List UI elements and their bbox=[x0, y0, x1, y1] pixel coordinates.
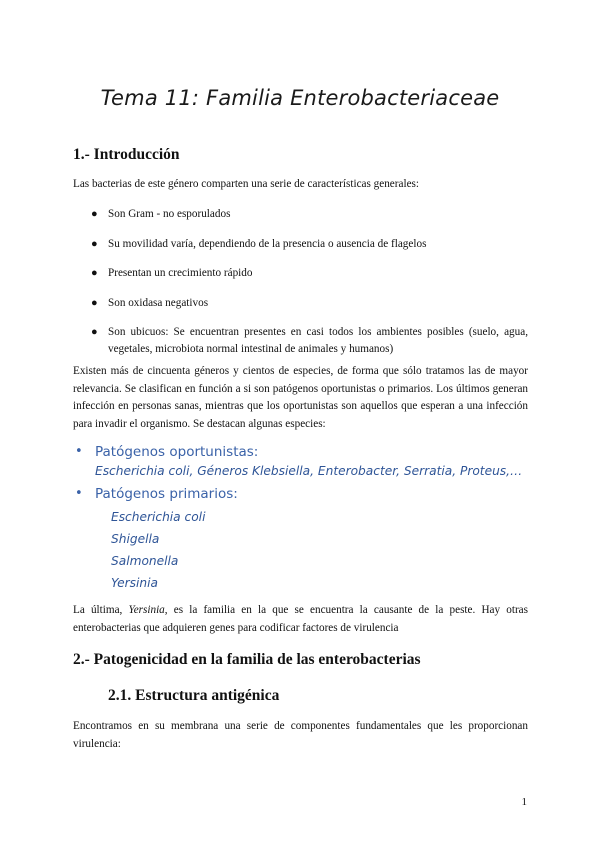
section-2-paragraph: Encontramos en su membrana una serie de componentes fundamentales que les proporcionan virulencia: bbox=[73, 720, 528, 750]
primary-pathogen-item: Escherichia coli bbox=[111, 510, 206, 524]
list-item: ● Son ubicuos: Se encuentran presentes en casi todos los ambientes posibles (suelo, agua, vegetales, microbiota normal intestinal de animales y humanos) bbox=[91, 326, 528, 355]
opportunistic-pathogens-list: Escherichia coli, Géneros Klebsiella, Enterobacter, Serratia, Proteus,… bbox=[95, 464, 523, 478]
primary-pathogen-item: Salmonella bbox=[111, 554, 179, 568]
primary-pathogen-item: Yersinia bbox=[111, 576, 158, 590]
bullet-dot-icon: ● bbox=[91, 267, 98, 279]
primary-pathogens-label: Patógenos primarios: bbox=[95, 486, 238, 502]
opportunistic-pathogens-label: Patógenos oportunistas: bbox=[95, 444, 259, 460]
primary-pathogen-item: Shigella bbox=[111, 532, 160, 546]
bullet-dot-icon: ● bbox=[91, 238, 98, 250]
pathogens-figure bbox=[73, 440, 553, 590]
list-item: ● Presentan un crecimiento rápido bbox=[108, 265, 528, 282]
section-1-heading: 1.- Introducción bbox=[73, 146, 180, 163]
bullet-icon: • bbox=[75, 486, 83, 501]
list-item: ● Son oxidasa negativos bbox=[108, 295, 528, 312]
section-2-1-heading: 2.1. Estructura antigénica bbox=[108, 687, 280, 704]
yersinia-paragraph: La última, Yersinia, es la familia en la que se encuentra la causante de la peste. Hay otras enterobacterias que adquieren genes para codificar factores de virulencia bbox=[73, 604, 528, 634]
bullet-dot-icon: ● bbox=[91, 326, 98, 338]
document-title: Tema 11: Familia Enterobacteriaceae bbox=[100, 86, 500, 110]
list-item: ● Su movilidad varía, dependiendo de la presencia o ausencia de flagelos bbox=[108, 236, 528, 253]
section-1-intro: Las bacterias de este género comparten una serie de características generales: bbox=[73, 178, 420, 190]
page-number: 1 bbox=[521, 796, 527, 808]
section-1-paragraph: Existen más de cincuenta géneros y cientos de especies, de forma que sólo tratamos las de mayor relevancia. Se clasifican en función a si son patógenos oportunistas o primarios. Los últimos generan infección en personas sanas, mientras que los oportunistas son aquellos que esperan a una infección para invadir el organismo. Se destacan algunas especies: bbox=[73, 365, 528, 430]
bullet-dot-icon: ● bbox=[91, 208, 98, 220]
section-2-heading: 2.- Patogenicidad en la familia de las enterobacterias bbox=[73, 651, 421, 668]
bullet-icon: • bbox=[75, 444, 83, 459]
bullet-dot-icon: ● bbox=[91, 297, 98, 309]
list-item: ● Son Gram - no esporulados bbox=[108, 206, 528, 223]
